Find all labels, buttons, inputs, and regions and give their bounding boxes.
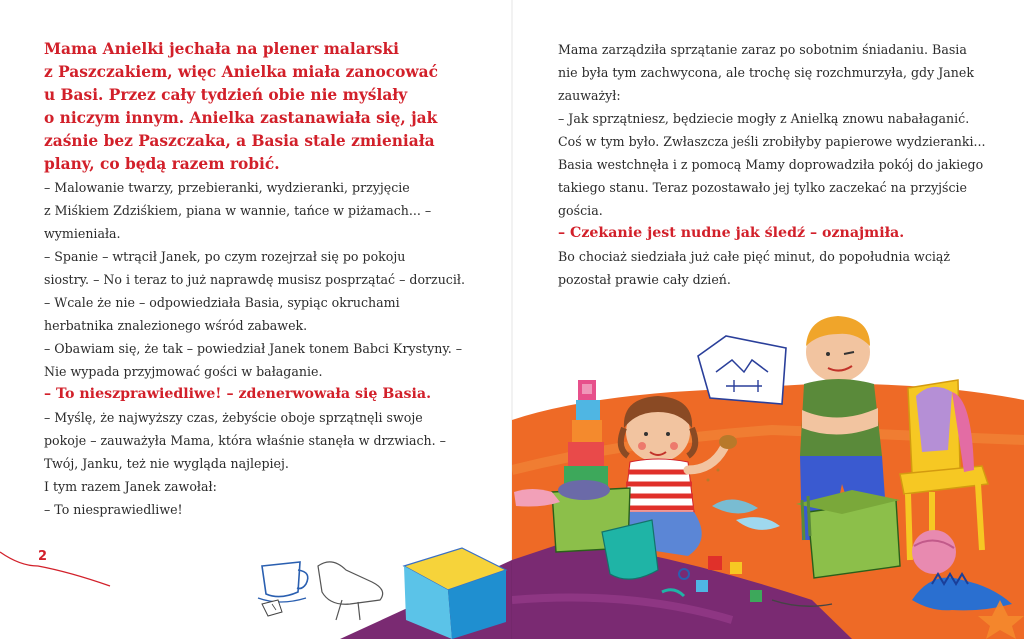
wall-drawing-icon — [698, 336, 786, 404]
page-number: 2 — [38, 549, 48, 564]
text-line: wymieniała. — [44, 226, 121, 241]
text-line: Basia westchnęła i z pomocą Mamy doprowadziła pokój do jakiego — [558, 157, 984, 172]
text-line: I tym razem Janek zawołał: — [44, 479, 217, 494]
room-illustration — [512, 0, 1024, 639]
lead-line: zaśnie bez Paszczaka, a Basia stale zmieniała — [44, 132, 435, 150]
lead-line: plany, co będą razem robić. — [44, 155, 280, 173]
text-line: pozostał prawie cały dzień. — [558, 272, 731, 287]
paper-scrap-icon — [262, 600, 282, 616]
text-line: Coś w tym było. Zwłaszcza jeśli zrobiłyby papierowe wydzieranki... — [558, 134, 986, 149]
text-line: – Spanie – wtrącił Janek, po czym rozejrzał się po pokoju — [44, 249, 406, 264]
text-line: – Obawiam się, że tak – powiedział Janek tonem Babci Krystyny. – — [44, 341, 463, 356]
cup-icon — [258, 562, 308, 602]
lead-line: o niczym innym. Anielka zastanawiała się, jak — [44, 109, 438, 127]
text-line: – Jak sprzątniesz, będziecie mogły z Anielką znowu nabałaganić. — [558, 111, 970, 126]
text-line: nie była tym zachwycona, ale trochę się rozchmurzyła, gdy Janek — [558, 65, 974, 80]
text-line: zauważył: — [558, 88, 621, 103]
toy-box-blue — [404, 548, 506, 639]
text-line: Twój, Janku, też nie wygląda najlepiej. — [44, 456, 289, 471]
lead-line: Mama Anielki jechała na plener malarski — [44, 40, 399, 58]
text-line: – Malowanie twarzy, przebieranki, wydzieranki, przyjęcie — [44, 180, 410, 195]
text-line: Nie wypada przyjmować gości w bałaganie. — [44, 364, 323, 379]
text-line: – Myślę, że najwyższy czas, żebyście oboje sprzątnęli swoje — [44, 410, 423, 425]
lead-line: u Basi. Przez cały tydzień obie nie myślały — [44, 86, 408, 104]
right-page — [512, 0, 1024, 639]
text-line: Bo chociaż siedziała już całe pięć minut, do popołudnia wciąż — [558, 249, 951, 264]
text-line: siostry. – No i teraz to już naprawdę musisz posprzątać – dorzucił. — [44, 272, 465, 287]
lead-line: z Paszczakiem, więc Anielka miała zanocować — [44, 63, 439, 81]
text-line: – Wcale że nie – odpowiedziała Basia, sypiąc okruchami — [44, 295, 400, 310]
text-line: takiego stanu. Teraz pozostawało jej tylko zaczekać na przyjście — [558, 180, 968, 195]
doll-sketch-icon — [318, 562, 383, 620]
ball-icon — [912, 530, 956, 574]
text-line: Mama zarządziła sprzątanie zaraz po sobotnim śniadaniu. Basia — [558, 42, 967, 57]
text-line: pokoje – zauważyła Mama, która właśnie stanęła w drzwiach. – — [44, 433, 446, 448]
text-line: gościa. — [558, 203, 603, 218]
text-line: – To niesprawiedliwe! — [44, 502, 183, 517]
text-line: herbatnika znalezionego wśród zabawek. — [44, 318, 308, 333]
text-line: z Miśkiem Zdziśkiem, piana w wannie, tańce w piżamach... – — [44, 203, 432, 218]
highlighted-line: – Czekanie jest nudne jak śledź – oznajmiła. — [558, 225, 905, 241]
highlighted-line: – To nieszprawiedliwe! – zdenerwowała się Basia. — [44, 386, 432, 402]
